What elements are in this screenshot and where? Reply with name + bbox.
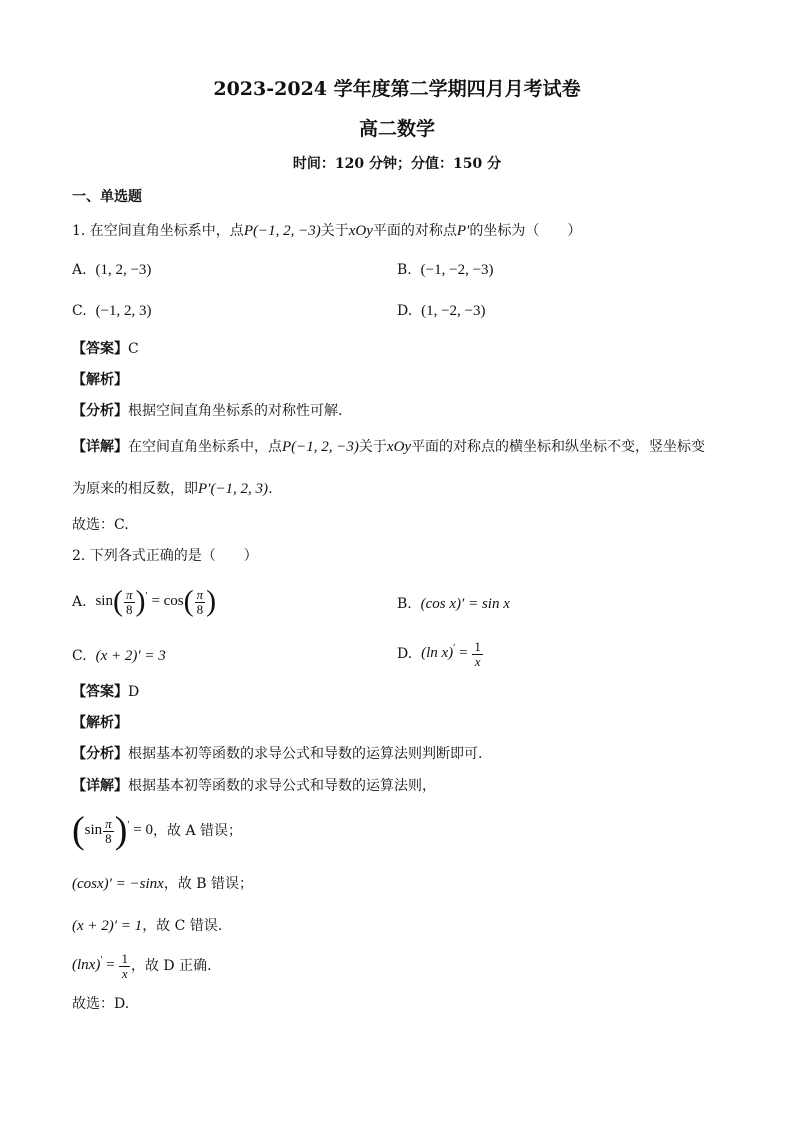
- question-1-stem: 1. 在空间直角坐标系中，点P(−1, 2, −3)关于xOy平面的对称点P′的坐标为（ ）: [72, 223, 582, 239]
- q1-conclusion: 故选：C.: [72, 517, 129, 533]
- q1-option-a: A. (1, 2, −3): [72, 262, 152, 278]
- q1-analysis-tag: 【解析】: [72, 372, 128, 388]
- exam-meta: 时间：120 分钟；分值：150 分: [292, 156, 502, 172]
- q2-fenxi: 【分析】根据基本初等函数的求导公式和导数的运算法则判断即可.: [72, 746, 483, 762]
- q1-answer: 【答案】C: [72, 341, 139, 357]
- q1-option-c: C. (−1, 2, 3): [72, 303, 152, 319]
- q2-option-c: C. (x + 2)′ = 3: [72, 648, 166, 664]
- section-title: 一、单选题: [72, 189, 142, 205]
- q1-detail-cont: 为原来的相反数，即P′(−1, 2, 3).: [72, 481, 273, 497]
- q2-option-d: D. (ln x)′ = $\frac{1}{x}$: [397, 638, 481, 669]
- q2-step-3: (x + 2)′ = 1，故 C 错误.: [72, 918, 223, 934]
- q2-detail: 【详解】根据基本初等函数的求导公式和导数的运算法则，: [72, 778, 436, 794]
- q2-answer: 【答案】D: [72, 684, 140, 700]
- exam-title: 2023-2024 学年度第二学期四月月考试卷: [213, 78, 581, 100]
- q2-step-1: (sin $\frac{\pi}{8}$ )′ = 0 ，故 A 错误；: [72, 810, 243, 853]
- q2-step-2: (cosx)′ = −sinx，故 B 错误；: [72, 876, 254, 892]
- q1-fenxi: 【分析】根据空间直角坐标系的对称性可解.: [72, 403, 343, 419]
- q2-option-b: B. (cos x)′ = sin x: [397, 596, 510, 612]
- q1-option-b: B. (−1, −2, −3): [397, 262, 494, 278]
- q1-option-d: D. (1, −2, −3): [397, 303, 486, 319]
- q2-analysis-tag: 【解析】: [72, 715, 128, 731]
- subject-title: 高二数学: [358, 118, 435, 140]
- q2-option-a: A. sin( $\frac{\pi}{8}$ )′ = cos( $\frac{\pi}{8}$ ): [72, 585, 217, 619]
- q2-conclusion: 故选：D.: [72, 996, 130, 1012]
- question-2-stem: 2. 下列各式正确的是（ ）: [72, 548, 258, 564]
- q2-step-4: (lnx)′ = $\frac{1}{x}$ ，故 D 正确.: [72, 950, 212, 981]
- q1-detail: 【详解】在空间直角坐标系中，点P(−1, 2, −3)关于xOy平面的对称点的横坐标和纵坐标不变，竖坐标变: [72, 439, 706, 455]
